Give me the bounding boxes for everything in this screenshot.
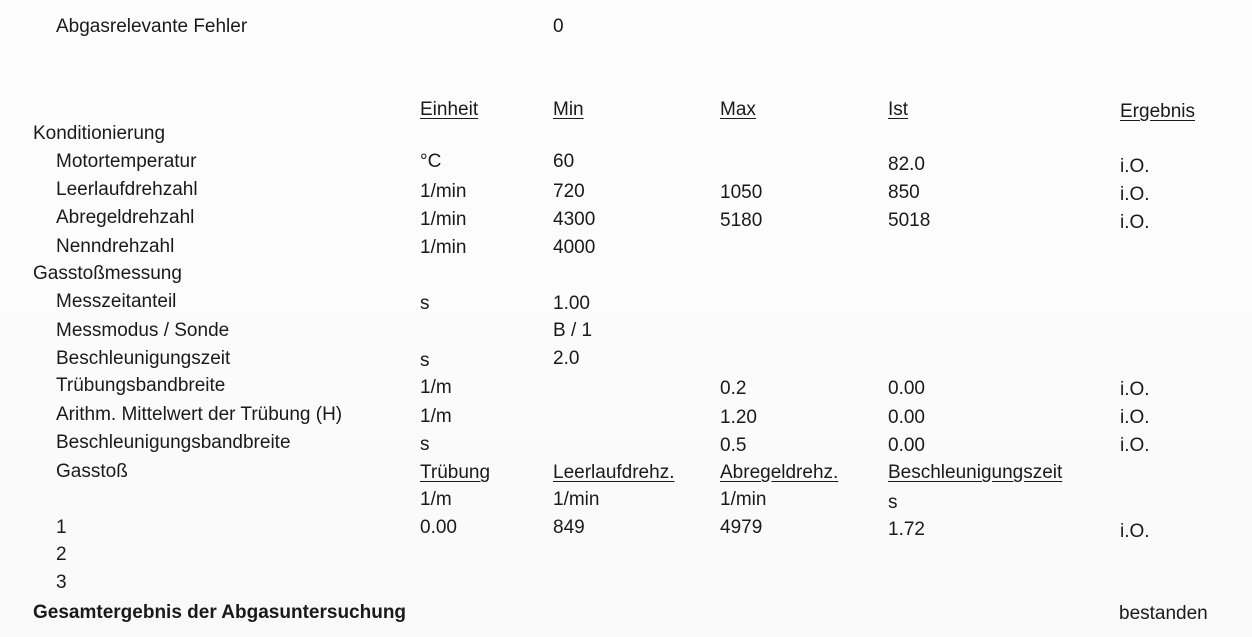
row-label: Messmodus / Sonde <box>56 320 230 341</box>
row-label: Abregeldrehzahl <box>56 207 195 228</box>
emission-faults-value: 0 <box>553 16 564 37</box>
row-max: 0.2 <box>720 378 747 399</box>
row-unit: s <box>420 350 430 371</box>
section-title-measurement: Gasstoßmessung <box>33 263 182 284</box>
row-result: i.O. <box>1120 435 1150 456</box>
row-max: 0.5 <box>720 435 747 456</box>
gasstoss-cell: 0.00 <box>420 517 457 538</box>
row-unit: 1/m <box>420 377 452 398</box>
column-header-actual: Ist <box>888 99 909 120</box>
row-min: 2.0 <box>553 348 580 369</box>
gasstoss-cell: 4979 <box>720 517 763 538</box>
row-label: Nenndrehzahl <box>56 236 175 257</box>
gasstoss-header-idle-speed: Leerlaufdrehz. <box>553 462 675 483</box>
row-label: Leerlaufdrehzahl <box>56 179 198 200</box>
row-actual: 0.00 <box>888 378 925 399</box>
row-min: B / 1 <box>553 320 593 341</box>
row-actual: 850 <box>888 182 920 203</box>
row-min: 60 <box>553 151 575 172</box>
gasstoss-unit-accel-time: s <box>888 492 898 513</box>
gasstoss-header-cutoff-speed: Abregeldrehz. <box>720 462 839 483</box>
row-unit: 1/min <box>420 181 467 202</box>
row-unit: 1/min <box>420 237 467 258</box>
row-min: 4300 <box>553 209 596 230</box>
row-unit: s <box>420 293 430 314</box>
gasstoss-row-num: 1 <box>56 517 67 538</box>
row-result: i.O. <box>1120 379 1150 400</box>
row-label: Motortemperatur <box>56 151 197 172</box>
row-unit: 1/m <box>420 406 452 427</box>
gasstoss-cell: 849 <box>553 517 585 538</box>
row-actual: 0.00 <box>888 435 925 456</box>
gasstoss-row-num: 3 <box>56 572 67 593</box>
section-title-conditioning: Konditionierung <box>33 123 166 144</box>
column-header-max: Max <box>720 99 756 120</box>
row-min: 1.00 <box>553 293 590 314</box>
gasstoss-unit-idle-speed: 1/min <box>553 489 600 510</box>
row-max: 5180 <box>720 210 763 231</box>
row-min: 720 <box>553 181 585 202</box>
row-unit: 1/min <box>420 209 467 230</box>
gasstoss-unit-cutoff-speed: 1/min <box>720 489 767 510</box>
column-header-min: Min <box>553 99 584 120</box>
row-actual: 0.00 <box>888 407 925 428</box>
gasstoss-header-accel-time: Beschleunigungszeit <box>888 462 1063 483</box>
column-header-result: Ergebnis <box>1120 101 1195 122</box>
overall-result-value: bestanden <box>1119 603 1208 624</box>
row-actual: 5018 <box>888 210 931 231</box>
row-label: Arithm. Mittelwert der Trübung (H) <box>56 404 343 425</box>
gasstoss-cell: 1.72 <box>888 519 925 540</box>
gasstoss-row-num: 2 <box>56 544 67 565</box>
gasstoss-unit-opacity: 1/m <box>420 489 452 510</box>
row-unit: °C <box>420 151 442 172</box>
row-result: i.O. <box>1120 184 1150 205</box>
row-label: Messzeitanteil <box>56 291 177 312</box>
row-result: i.O. <box>1120 407 1150 428</box>
row-actual: 82.0 <box>888 154 925 175</box>
row-unit: s <box>420 434 430 455</box>
row-label: Beschleunigungszeit <box>56 348 231 369</box>
gasstoss-header-opacity: Trübung <box>420 462 491 483</box>
row-label: Trübungsbandbreite <box>56 375 226 396</box>
row-max: 1050 <box>720 182 763 203</box>
row-label: Beschleunigungsbandbreite <box>56 432 291 453</box>
row-result: i.O. <box>1120 156 1150 177</box>
overall-result-label: Gesamtergebnis der Abgasuntersuchung <box>33 602 407 623</box>
emission-faults-label: Abgasrelevante Fehler <box>56 16 248 37</box>
row-min: 4000 <box>553 237 596 258</box>
row-max: 1.20 <box>720 407 757 428</box>
gasstoss-label: Gasstoß <box>56 461 128 482</box>
gasstoss-row-result: i.O. <box>1120 521 1150 542</box>
column-header-unit: Einheit <box>420 99 479 120</box>
row-result: i.O. <box>1120 212 1150 233</box>
